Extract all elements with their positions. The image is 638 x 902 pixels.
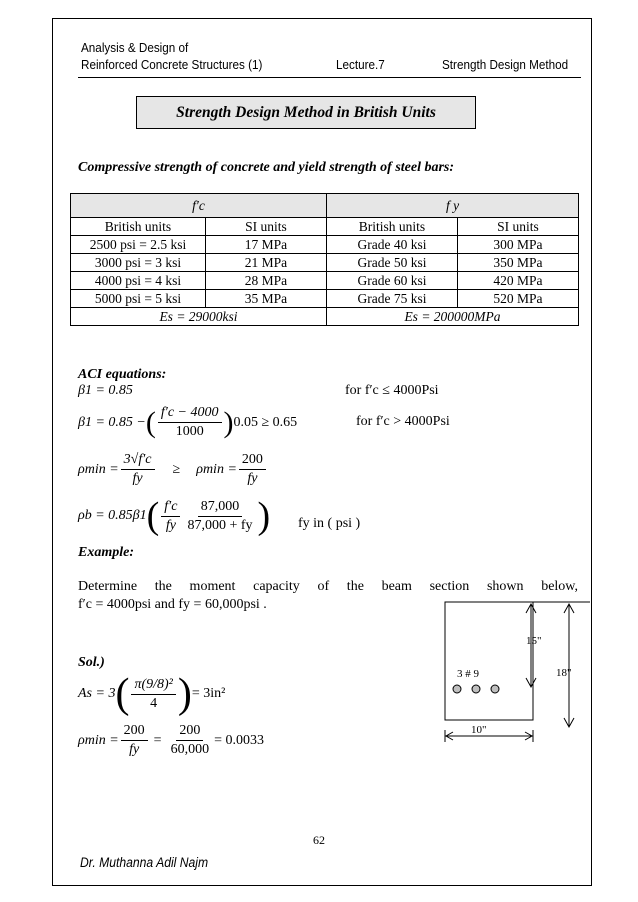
example-given-values: f′c = 4000psi and fy = 60,000psi . — [78, 597, 267, 612]
column-header: British units — [71, 218, 206, 236]
steel-area-fraction: $\frac{\text{π(9/8)²}}{4}$ — [131, 676, 175, 713]
depth-label: 15" — [526, 635, 542, 647]
beam-section-figure — [420, 580, 590, 755]
table-cell: 35 MPa — [206, 290, 327, 308]
rebar — [453, 685, 461, 693]
table-cell: 420 MPa — [458, 272, 579, 290]
header-topic: Strength Design Method — [442, 57, 569, 72]
beta1-equation-low: β1 = 0.85 — [78, 383, 133, 398]
rho-min-solution: ρmin = $\frac{200}{fy}$ = $\frac{200}{60,000}$ = 0.0033 — [78, 723, 264, 757]
rho-solution-fraction-1: $\frac{200}{fy}$ — [121, 722, 148, 759]
header-course-line2: Reinforced Concrete Structures (1) — [81, 57, 263, 72]
author-name: Dr. Muthanna Adil Najm — [80, 855, 209, 870]
page-number: 62 — [313, 833, 325, 847]
table-cell: Grade 60 ksi — [327, 272, 458, 290]
table-row — [71, 236, 579, 254]
concrete-modulus: Es = 29000ksi — [71, 308, 327, 326]
steel-strength-header: f y — [327, 194, 579, 218]
solution-heading: Sol.) — [78, 655, 105, 670]
column-header: British units — [327, 218, 458, 236]
bars-label: 3 # 9 — [457, 668, 479, 680]
beta1-equation-high: β1 = 0.85 − ( $\frac{f'c - 4000}{1000}$ ) 0.05 ≥ 0.65 — [78, 405, 298, 439]
example-heading: Example: — [78, 545, 134, 560]
table-cell: 300 MPa — [458, 236, 579, 254]
steel-modulus: Es = 200000MPa — [327, 308, 579, 326]
header-course-line1: Analysis & Design of — [81, 40, 189, 55]
column-header: SI units — [458, 218, 579, 236]
width-label: 10" — [471, 724, 487, 736]
beta1-fraction: $\frac{f'c - 4000}{1000}$ — [158, 404, 222, 441]
rho-min-equation: ρmin = $\frac{3√f'c}{fy}$ ≥ ρmin = $\frac{200}{fy}$ — [78, 451, 268, 488]
table-group-header-row — [71, 194, 579, 218]
column-header: SI units — [206, 218, 327, 236]
beta1-high-right: 0.05 ≥ 0.65 — [233, 414, 298, 430]
height-label: 18" — [556, 667, 572, 679]
rho-b-fraction-2: $\frac{87,000}{87,000 + fy}$ — [187, 498, 253, 533]
table-cell: 520 MPa — [458, 290, 579, 308]
material-properties-table — [70, 193, 579, 326]
beam-outline — [445, 602, 533, 720]
header-lecture: Lecture.7 — [336, 57, 385, 72]
header-divider — [78, 77, 581, 78]
beta1-condition-low: for f′c ≤ 4000Psi — [345, 383, 439, 398]
page-title: Strength Design Method in British Units — [136, 96, 476, 129]
table-cell: Grade 40 ksi — [327, 236, 458, 254]
rho-solution-fraction-2: $\frac{200}{60,000}$ — [170, 723, 210, 757]
beta1-condition-high: for f′c > 4000Psi — [356, 414, 450, 429]
table-column-header-row — [71, 218, 579, 236]
table-cell: Grade 75 ksi — [327, 290, 458, 308]
table-modulus-row — [71, 308, 579, 326]
rho-min-fraction-1: $\frac{3√f'c}{fy}$ — [121, 451, 155, 488]
table-row — [71, 272, 579, 290]
table-cell: 350 MPa — [458, 254, 579, 272]
rho-b-fraction-1: $\frac{f'c}{fy}$ — [161, 498, 180, 535]
rebar — [491, 685, 499, 693]
table-cell: 5000 psi = 5 ksi — [71, 290, 206, 308]
beta1-high-left: β1 = 0.85 − — [78, 414, 146, 430]
example-statement: Determine the moment capacity of the beam section shown below, — [78, 579, 578, 594]
table-cell: 17 MPa — [206, 236, 327, 254]
table-cell: 21 MPa — [206, 254, 327, 272]
concrete-strength-header: f′c — [71, 194, 327, 218]
rho-balanced-equation: ρb = 0.85β1 ( $\frac{f'c}{fy}$ $\frac{87,000}{87,000 + fy}$ ) — [78, 495, 271, 537]
rebar — [472, 685, 480, 693]
table-cell: 3000 psi = 3 ksi — [71, 254, 206, 272]
table-cell: 28 MPa — [206, 272, 327, 290]
aci-equations-heading: ACI equations: — [78, 367, 167, 382]
steel-area-equation: As = 3 ( $\frac{\text{π(9/8)²}}{4}$ ) = 3in² — [78, 671, 226, 717]
table-cell: Grade 50 ksi — [327, 254, 458, 272]
table-cell: 2500 psi = 2.5 ksi — [71, 236, 206, 254]
fy-units-note: fy in ( psi ) — [298, 516, 361, 531]
rho-min-fraction-2: $\frac{200}{fy}$ — [239, 451, 266, 488]
section-subtitle: Compressive strength of concrete and yield strength of steel bars: — [78, 160, 455, 175]
table-cell: 4000 psi = 4 ksi — [71, 272, 206, 290]
table-row — [71, 290, 579, 308]
table-row — [71, 254, 579, 272]
